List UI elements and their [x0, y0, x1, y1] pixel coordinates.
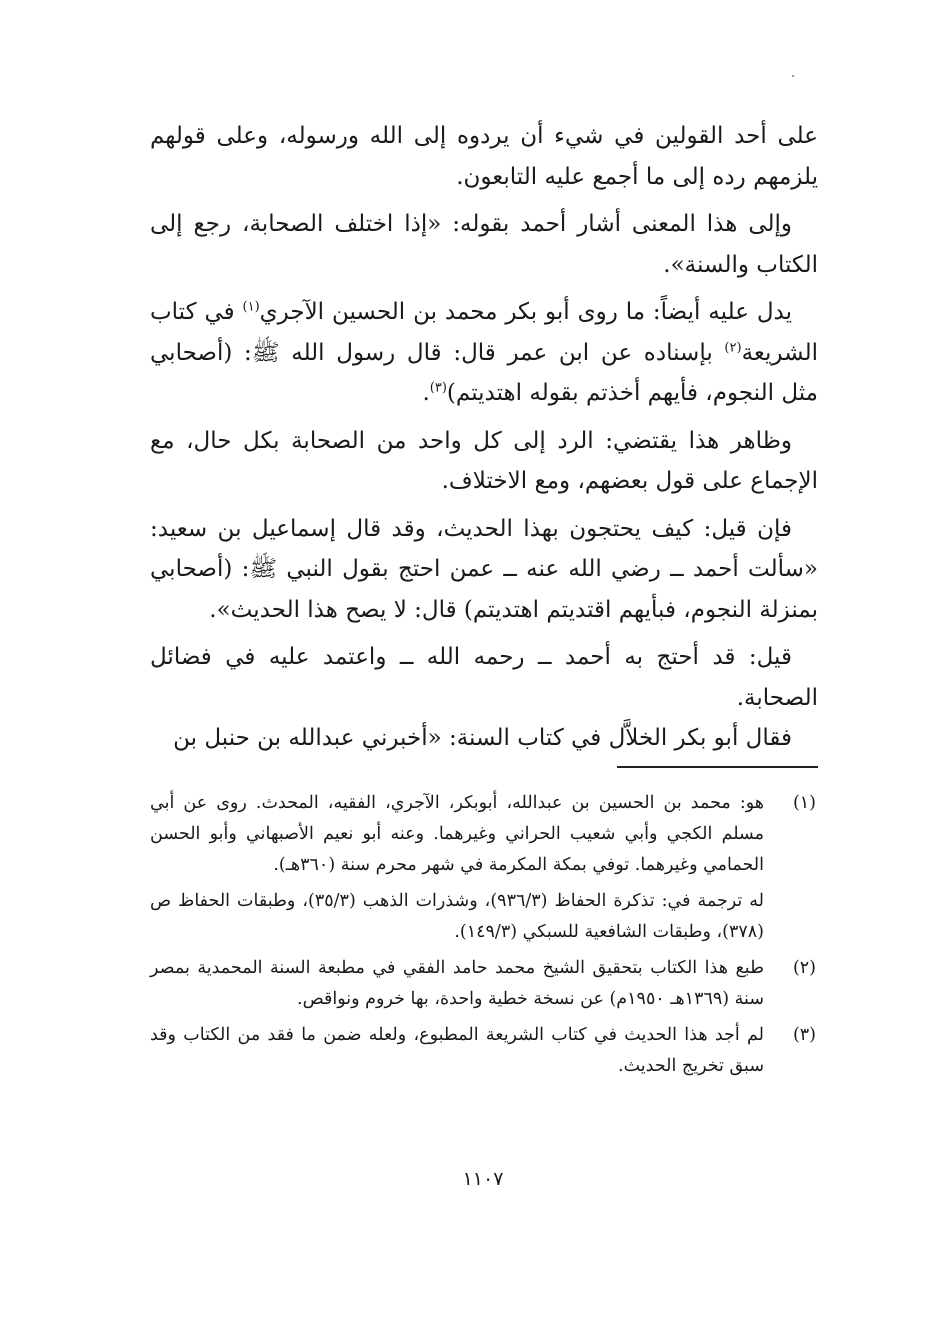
paragraph-4: وظاهر هذا يقتضي: الرد إلى كل واحد من الصحابة بكل حال، مع الإجماع على قول بعضهم، ومع الاختلاف. — [150, 427, 818, 494]
paragraph-5: فإن قيل: كيف يحتجون بهذا الحديث، وقد قال إسماعيل بن سعيد: «سألت أحمد ــ رضي الله عنه ــ عمن احتج بقول النبي ﷺ: (أصحابي بمنزلة النجوم، فبأيهم اقتديتم اهتديتم) قال: لا يصح هذا الحديث». — [150, 515, 818, 623]
footnote-body — [150, 1020, 764, 1082]
paragraph-3-text-1: يدل عليه أيضاً: ما روى أبو بكر محمد بن الحسين الآجري — [259, 299, 792, 325]
footnote-ref-1: (١) — [242, 299, 260, 315]
paragraph-1: على أحد القولين في شيء أن يردوه إلى الله ورسوله، وعلى قولهم يلزمهم رده إلى ما أجمع عليه التابعون. — [150, 123, 818, 190]
paragraph-3-text-2: في كتاب الشريعة — [150, 299, 818, 366]
paragraph-7: فقال أبو بكر الخلاَّل في كتاب السنة: «أخبرني عبدالله بن حنبل بن — [173, 725, 792, 751]
page-number: ١١٠٧ — [462, 1168, 504, 1190]
main-text — [150, 116, 818, 759]
footnote-text: طبع هذا الكتاب بتحقيق الشيخ محمد حامد الفقي في مطبعة السنة المحمدية بمصر سنة (١٣٦٩هـ ١٩٥٠م) عن نسخة خطية واحدة، بها خروم ونواقص. — [150, 958, 764, 1009]
paragraph-3-text-3: بإسناده عن ابن عمر قال: قال رسول الله ﷺ: (أصحابي مثل النجوم، فأيهم أخذتم بقوله اهتديتم) — [150, 339, 818, 406]
footnote-3 — [150, 1020, 818, 1082]
paragraph-2: وإلى هذا المعنى أشار أحمد بقوله: «إذا اختلف الصحابة، رجع إلى الكتاب والسنة». — [150, 211, 818, 278]
footnotes — [150, 788, 818, 1082]
scan-speck — [792, 75, 794, 77]
footnote-body — [150, 953, 764, 1015]
footnote-number: (١) — [792, 793, 816, 813]
paragraph-3 — [150, 292, 818, 414]
footnote-number: (٣) — [792, 1025, 816, 1045]
footnote-ref-2: (٢) — [724, 339, 742, 355]
footnote-separator — [617, 766, 818, 768]
footnote-number: (٢) — [792, 958, 816, 978]
footnote-text: هو: محمد بن الحسين بن عبدالله، أبوبكر، الآجري، الفقيه، المحدث. روى عن أبي مسلم الكجي وأبي شعيب الحراني وغيرهما. وعنه أبو نعيم الأصبهاني وأبو الحسن الحمامي وغيرهما. توفي بمكة المكرمة في شهر محرم سنة (٣٦٠هـ). — [150, 793, 764, 875]
footnote-ref-3: (٣) — [429, 380, 447, 396]
footnote-1 — [150, 788, 818, 948]
footnote-body — [150, 788, 764, 948]
footnote-text: لم أجد هذا الحديث في كتاب الشريعة المطبوع، ولعله ضمن ما فقد من الكتاب وقد سبق تخريج الحديث. — [150, 1025, 764, 1076]
paragraph-6: قيل: قد أحتج به أحمد ــ رحمه الله ــ واعتمد عليه في فضائل الصحابة. — [150, 644, 818, 711]
footnote-continuation: له ترجمة في: تذكرة الحفاظ (٩٣٦/٣)، وشذرات الذهب (٣٥/٣)، وطبقات الحفاظ ص (٣٧٨)، وطبقات الشافعية للسبكي (١٤٩/٣). — [150, 891, 765, 942]
footnote-2 — [150, 953, 818, 1015]
paragraph-3-text-4: . — [422, 380, 430, 406]
